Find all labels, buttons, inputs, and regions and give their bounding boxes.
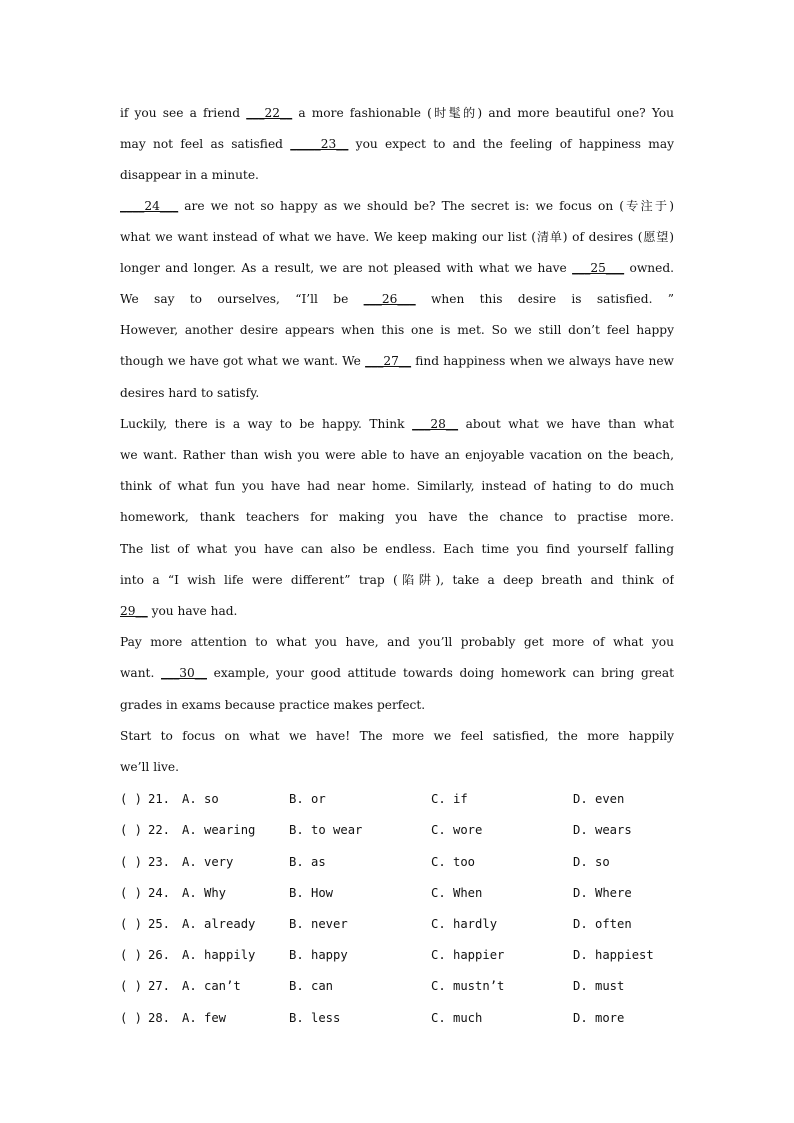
line-text: Start to focus on what we have! The more we feel satisfied, the more happily <box>120 729 674 743</box>
question-number: 23. <box>148 855 171 869</box>
answer-blank: 29__ <box>120 604 148 618</box>
option-b: B. less <box>289 1011 341 1025</box>
answer-bracket[interactable]: ( ) <box>120 917 143 931</box>
question-row <box>120 790 680 808</box>
passage-line <box>120 508 674 526</box>
passage-line <box>120 696 674 714</box>
question-number: 24. <box>148 886 171 900</box>
line-text: though we have got what we want. We <box>120 354 366 368</box>
line-text: want. <box>120 666 162 680</box>
answer-bracket[interactable]: ( ) <box>120 855 143 869</box>
line-text: we want. Rather than wish you were able to have an enjoyable vacation on the beach, <box>120 448 674 462</box>
answer-blank: ____24___ <box>120 199 179 213</box>
line-text: are we not so happy as we should be? The secret is: we focus on (专注于) <box>178 199 674 213</box>
answer-bracket[interactable]: ( ) <box>120 948 143 962</box>
option-a: A. happily <box>182 948 256 962</box>
option-a: A. wearing <box>182 823 256 837</box>
question-number: 21. <box>148 792 171 806</box>
answer-blank: ___28__ <box>412 417 459 431</box>
passage-line <box>120 446 674 464</box>
option-b: B. as <box>289 855 326 869</box>
line-text: grades in exams because practice makes perfect. <box>120 698 426 712</box>
line-text: example, your good attitude towards doing homework can bring great <box>207 666 674 680</box>
passage-line <box>120 352 674 370</box>
question-row <box>120 946 680 964</box>
line-text: you have had. <box>147 604 238 618</box>
line-text: find happiness when we always have new <box>411 354 674 368</box>
option-d: D. wears <box>573 823 632 837</box>
answer-bracket[interactable]: ( ) <box>120 823 143 837</box>
passage-line <box>120 664 674 682</box>
option-b: B. happy <box>289 948 348 962</box>
option-b: B. can <box>289 979 334 993</box>
option-a: A. can’t <box>182 979 241 993</box>
passage-line <box>120 758 674 776</box>
line-text: owned. <box>624 261 674 275</box>
question-row <box>120 884 680 902</box>
option-a: A. few <box>182 1011 227 1025</box>
line-text: about what we have than what <box>458 417 674 431</box>
passage-line <box>120 166 674 184</box>
option-c: C. hardly <box>431 917 498 931</box>
passage-line <box>120 415 674 433</box>
line-text: what we want instead of what we have. We keep making our list (清单) of desires (愿望) <box>120 230 674 244</box>
option-a: A. already <box>182 917 256 931</box>
line-text: However, another desire appears when this one is met. So we still don’t feel happy <box>120 323 674 337</box>
passage-line <box>120 540 674 558</box>
passage-line <box>120 477 674 495</box>
passage-line <box>120 727 674 745</box>
option-a: A. so <box>182 792 219 806</box>
option-c: C. happier <box>431 948 505 962</box>
option-d: D. happiest <box>573 948 654 962</box>
answer-blank: ___30__ <box>161 666 207 680</box>
line-text: We say to ourselves, “I’ll be <box>120 292 364 306</box>
line-text: The list of what you have can also be endless. Each time you find yourself falling <box>120 542 674 556</box>
passage-line <box>120 602 674 620</box>
answer-bracket[interactable]: ( ) <box>120 979 143 993</box>
passage-line <box>120 259 674 277</box>
answer-blank: ___26___ <box>363 292 416 306</box>
passage-line <box>120 135 674 153</box>
option-c: C. much <box>431 1011 483 1025</box>
answer-bracket[interactable]: ( ) <box>120 1011 143 1025</box>
option-d: D. often <box>573 917 632 931</box>
answer-bracket[interactable]: ( ) <box>120 886 143 900</box>
line-text: Luckily, there is a way to be happy. Think <box>120 417 413 431</box>
passage-line <box>120 633 674 651</box>
option-d: D. Where <box>573 886 632 900</box>
option-b: B. never <box>289 917 348 931</box>
option-d: D. more <box>573 1011 625 1025</box>
option-b: B. to wear <box>289 823 363 837</box>
line-text: think of what fun you have had near home. Similarly, instead of hating to do much <box>120 479 674 493</box>
line-text: desires hard to satisfy. <box>120 386 260 400</box>
line-text: a more fashionable (时髦的) and more beautiful one? You <box>292 106 674 120</box>
question-number: 25. <box>148 917 171 931</box>
line-text: if you see a friend <box>120 106 247 120</box>
option-b: B. or <box>289 792 326 806</box>
passage-line <box>120 384 674 402</box>
answer-blank: ___25___ <box>572 261 625 275</box>
question-row <box>120 1009 680 1027</box>
passage-line <box>120 290 674 308</box>
option-d: D. even <box>573 792 625 806</box>
option-c: C. wore <box>431 823 483 837</box>
question-row <box>120 821 680 839</box>
question-number: 28. <box>148 1011 171 1025</box>
question-number: 26. <box>148 948 171 962</box>
question-row <box>120 915 680 933</box>
option-c: C. too <box>431 855 476 869</box>
option-a: A. Why <box>182 886 227 900</box>
option-b: B. How <box>289 886 334 900</box>
passage-line <box>120 197 674 215</box>
line-text: we’ll live. <box>120 760 179 774</box>
answer-blank: ___27__ <box>365 354 412 368</box>
answer-blank: _____23__ <box>290 137 349 151</box>
line-text: Pay more attention to what you have, and you’ll probably get more of what you <box>120 635 674 649</box>
answer-blank: ___22__ <box>246 106 293 120</box>
line-text: when this desire is satisfied. ” <box>415 292 674 306</box>
question-row <box>120 977 680 995</box>
option-c: C. if <box>431 792 468 806</box>
option-a: A. very <box>182 855 234 869</box>
passage-line <box>120 104 674 122</box>
passage-line <box>120 321 674 339</box>
passage-line <box>120 571 674 589</box>
line-text: longer and longer. As a result, we are not pleased with what we have <box>120 261 573 275</box>
line-text: may not feel as satisfied <box>120 137 291 151</box>
option-c: C. When <box>431 886 483 900</box>
line-text: disappear in a minute. <box>120 168 259 182</box>
line-text: you expect to and the feeling of happiness may <box>348 137 674 151</box>
option-c: C. mustn’t <box>431 979 505 993</box>
passage-line <box>120 228 674 246</box>
option-d: D. must <box>573 979 625 993</box>
option-d: D. so <box>573 855 610 869</box>
question-number: 22. <box>148 823 171 837</box>
line-text: into a “I wish life were different” trap (陷阱), take a deep breath and think of <box>120 573 674 587</box>
line-text: homework, thank teachers for making you have the chance to practise more. <box>120 510 674 524</box>
answer-bracket[interactable]: ( ) <box>120 792 143 806</box>
question-row <box>120 853 680 871</box>
question-number: 27. <box>148 979 171 993</box>
